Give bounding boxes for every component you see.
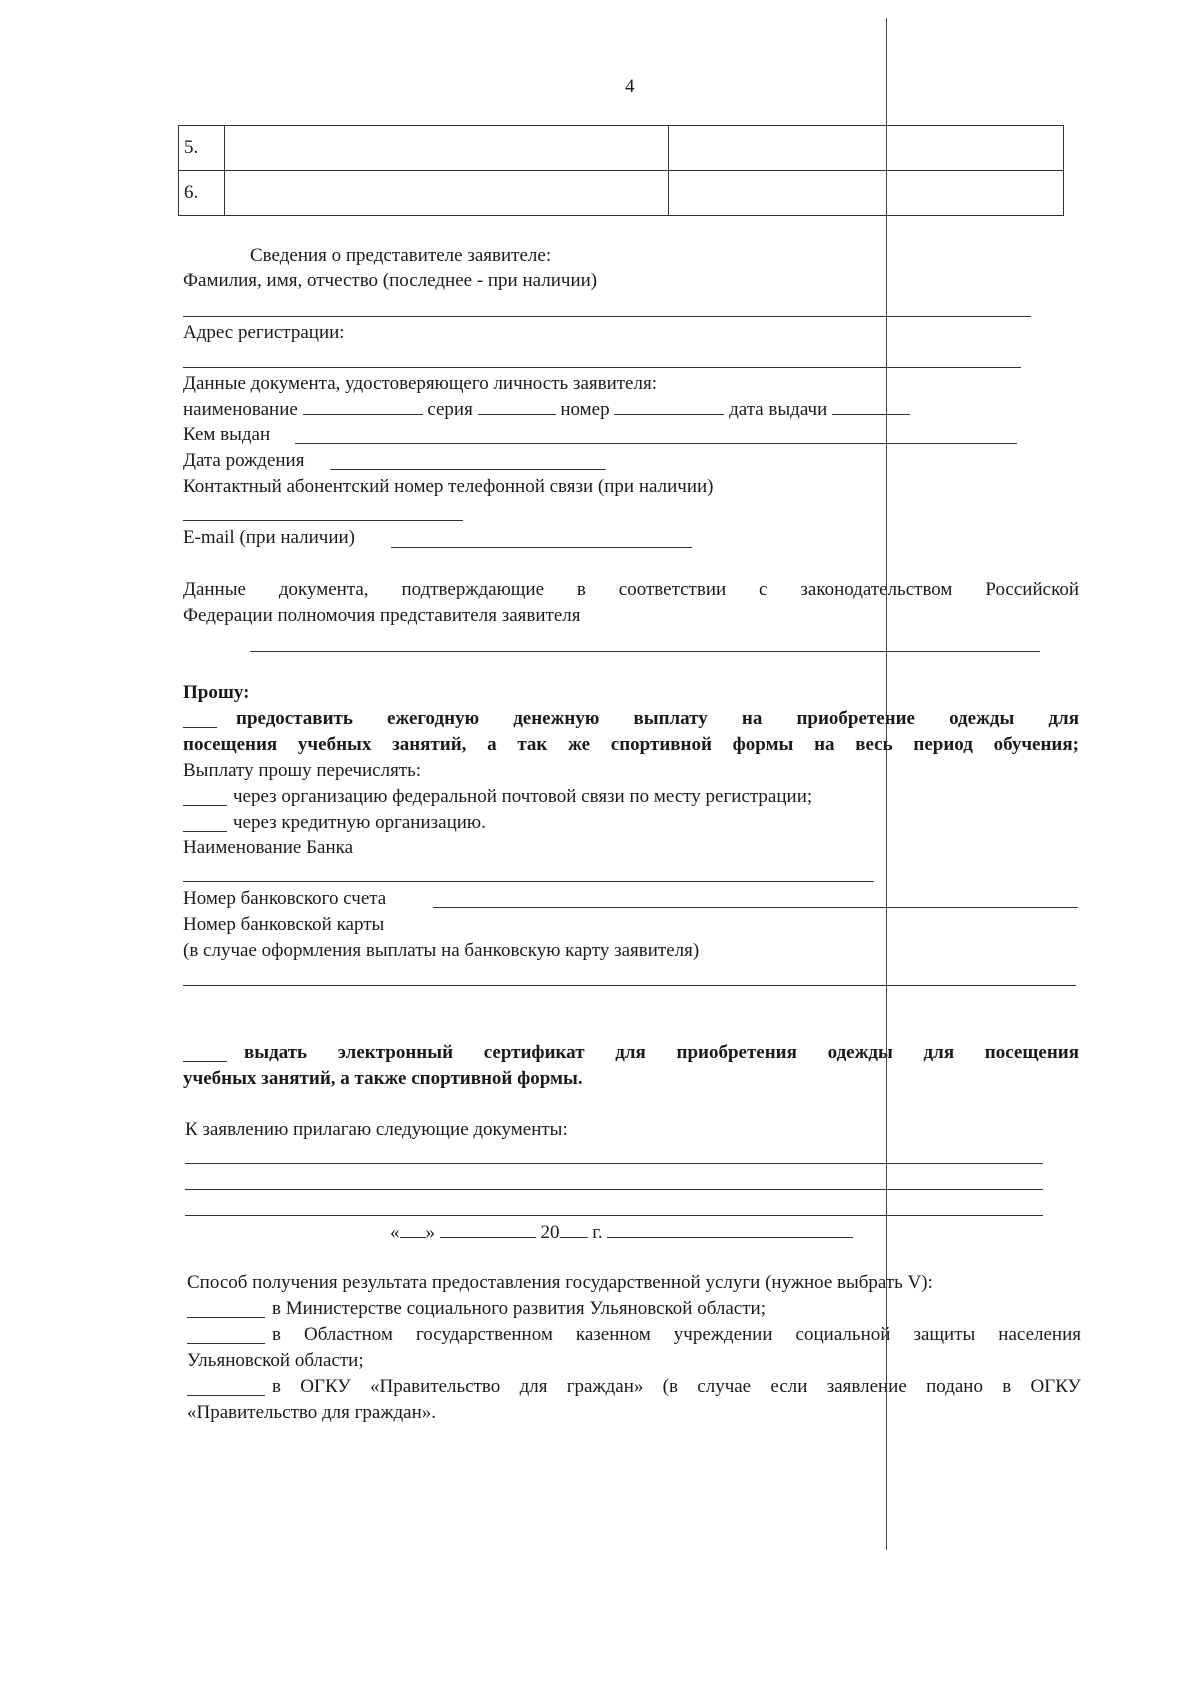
items-table	[178, 125, 1064, 216]
result-opt2-line-1: в Областном государственном казенном учреждении социальной защиты населения	[272, 1324, 1081, 1345]
result-opt3-checkbox-line[interactable]	[187, 1395, 265, 1396]
issued-by-field-line[interactable]	[295, 443, 1017, 444]
fio-field-line[interactable]	[183, 316, 1031, 317]
table-cell-num: 5.	[179, 126, 225, 171]
card-note: (в случае оформления выплаты на банковскую карту заявителя)	[183, 940, 700, 961]
result-opt3-line-1: в ОГКУ «Правительство для граждан» (в случае если заявление подано в ОГКУ	[272, 1376, 1081, 1397]
doc-name-label: наименование	[183, 399, 298, 420]
card-field-line[interactable]	[183, 985, 1076, 986]
scan-artifact-line	[886, 18, 887, 1550]
option2-line-2: учебных занятий, а также спортивной формы.	[183, 1068, 583, 1089]
phone-label: Контактный абонентский номер телефонной связи (при наличии)	[183, 476, 714, 497]
address-label: Адрес регистрации:	[183, 322, 345, 343]
date-close-quote: »	[425, 1222, 435, 1243]
phone-field-line[interactable]	[183, 520, 463, 521]
address-field-line[interactable]	[183, 367, 1021, 368]
bank-name-field-line[interactable]	[183, 881, 874, 882]
id-doc-row	[183, 396, 910, 423]
date-day-field[interactable]	[400, 1219, 426, 1238]
date-signature-row	[390, 1219, 853, 1246]
dob-label: Дата рождения	[183, 450, 305, 471]
option2-line-1: выдать электронный сертификат для приобретения одежды для посещения	[244, 1042, 1079, 1063]
option1-line-2: посещения учебных занятий, а так же спортивной формы на весь период обучения;	[183, 734, 1079, 755]
attachment-line-1[interactable]	[185, 1163, 1043, 1164]
table-row	[179, 126, 1064, 171]
result-opt2-line-2: Ульяновской области;	[187, 1350, 364, 1371]
result-heading: Способ получения результата предоставления государственной услуги (нужное выбрать V):	[187, 1272, 933, 1293]
date-year-prefix: 20	[540, 1222, 560, 1243]
date-open-quote: «	[390, 1222, 400, 1243]
date-year-field[interactable]	[560, 1219, 588, 1238]
fio-label: Фамилия, имя, отчество (последнее - при наличии)	[183, 270, 598, 291]
attachment-line-3[interactable]	[185, 1215, 1043, 1216]
authority-line-2: Федерации полномочия представителя заявителя	[183, 605, 581, 626]
date-month-field[interactable]	[440, 1219, 536, 1238]
via-post-label: через организацию федеральной почтовой связи по месту регистрации;	[233, 786, 813, 807]
account-label: Номер банковского счета	[183, 888, 387, 909]
via-post-checkbox-line[interactable]	[183, 805, 227, 806]
result-opt3-line-2: «Правительство для граждан».	[187, 1402, 437, 1423]
via-bank-label: через кредитную организацию.	[233, 812, 486, 833]
table-cell[interactable]	[225, 171, 669, 216]
email-label: E-mail (при наличии)	[183, 527, 356, 548]
via-bank-checkbox-line[interactable]	[183, 831, 227, 832]
bank-name-label: Наименование Банка	[183, 837, 354, 858]
table-cell[interactable]	[669, 171, 1064, 216]
account-field-line[interactable]	[433, 907, 1078, 908]
table-cell[interactable]	[225, 126, 669, 171]
doc-name-field[interactable]	[303, 396, 423, 415]
doc-issue-date-label: дата выдачи	[729, 399, 828, 420]
table-row	[179, 171, 1064, 216]
attachment-line-2[interactable]	[185, 1189, 1043, 1190]
table-cell[interactable]	[669, 126, 1064, 171]
request-heading: Прошу:	[183, 682, 250, 703]
option1-line-1: предоставить ежегодную денежную выплату на приобретение одежды для	[236, 708, 1079, 729]
id-doc-label: Данные документа, удостоверяющего личность заявителя:	[183, 373, 657, 394]
doc-number-label: номер	[560, 399, 610, 420]
date-year-suffix: г.	[592, 1222, 603, 1243]
issued-by-label: Кем выдан	[183, 424, 271, 445]
payment-label: Выплату прошу перечислять:	[183, 760, 422, 781]
doc-series-field[interactable]	[478, 396, 556, 415]
authority-field-line[interactable]	[250, 651, 1040, 652]
option1-checkbox-line[interactable]	[183, 727, 217, 728]
attachments-label: К заявлению прилагаю следующие документы:	[185, 1119, 568, 1140]
page-number: 4	[625, 76, 635, 97]
email-field-line[interactable]	[391, 547, 692, 548]
result-opt1-checkbox-line[interactable]	[187, 1317, 265, 1318]
dob-field-line[interactable]	[330, 469, 606, 470]
table-cell-num: 6.	[179, 171, 225, 216]
authority-line-1: Данные документа, подтверждающие в соответствии с законодательством Российской	[183, 579, 1079, 600]
result-opt1-label: в Министерстве социального развития Ульяновской области;	[272, 1298, 766, 1319]
result-opt2-checkbox-line[interactable]	[187, 1343, 265, 1344]
rep-heading: Сведения о представителе заявителе:	[250, 245, 552, 266]
doc-series-label: серия	[427, 399, 473, 420]
option2-checkbox-line[interactable]	[183, 1061, 227, 1062]
doc-issue-date-field[interactable]	[832, 396, 910, 415]
signature-field[interactable]	[607, 1219, 853, 1238]
doc-number-field[interactable]	[614, 396, 724, 415]
card-label: Номер банковской карты	[183, 914, 385, 935]
